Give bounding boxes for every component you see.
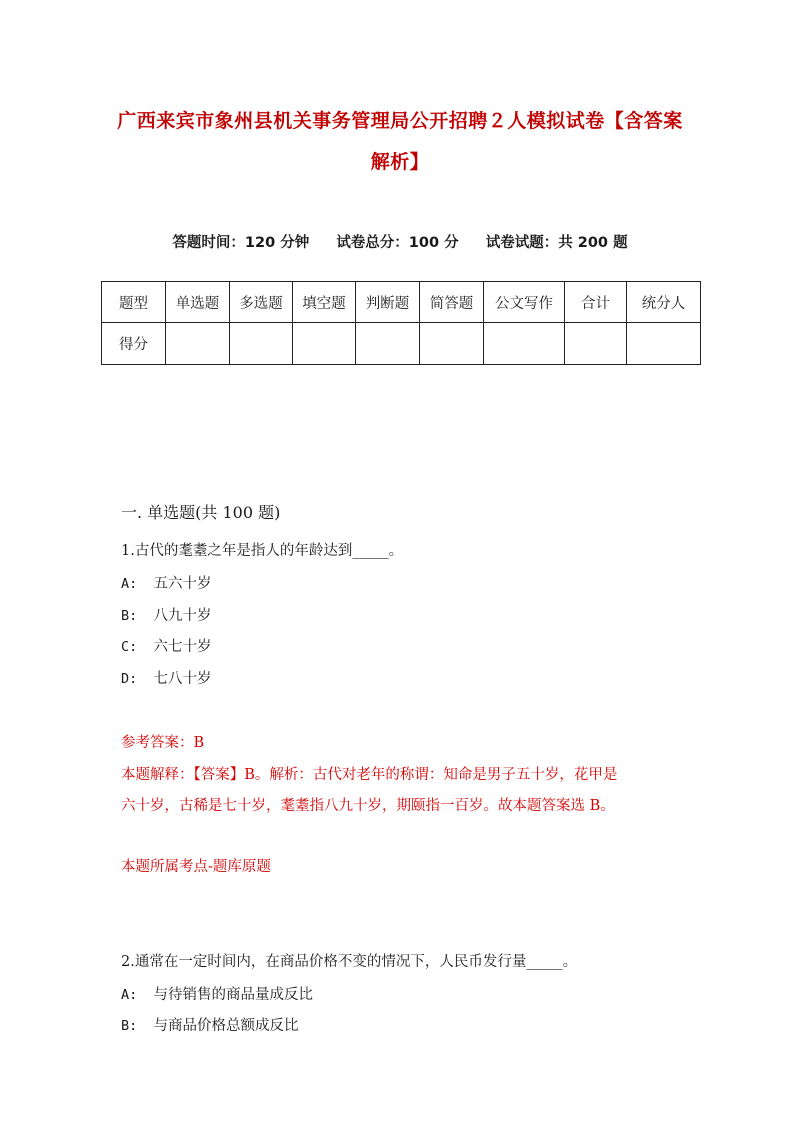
document-title-continued: 解析】	[370, 151, 430, 173]
option-text: 与待销售的商品量成反比	[153, 987, 314, 1003]
header-cell-true-false: 判断题	[356, 282, 420, 323]
score-cell	[293, 323, 356, 365]
option-text: 六七十岁	[153, 639, 212, 655]
option-b	[121, 604, 212, 625]
header-cell-document-writing: 公文写作	[484, 282, 565, 323]
exam-meta	[0, 231, 800, 252]
header-cell-type: 题型	[102, 282, 166, 323]
explanation: 本题解释：【答案】B。解析：古代对老年的称谓：知命是男子五十岁，花甲是	[121, 767, 618, 783]
option-key: B:	[121, 1018, 138, 1034]
option-d	[121, 667, 212, 688]
header-cell-scorer: 统分人	[627, 282, 701, 323]
score-table	[101, 281, 701, 365]
exam-time: 答题时间：120 分钟	[172, 235, 310, 251]
option-b	[121, 1014, 299, 1035]
exam-question-count: 试卷试题：共 200 题	[485, 235, 628, 251]
explanation-continued: 六十岁，古稀是七十岁，耄耋指八九十岁，期颐指一百岁。故本题答案选 B。	[121, 798, 615, 814]
option-key: A:	[121, 576, 138, 592]
section-title: 一. 单选题(共 100 题)	[121, 503, 281, 522]
option-a	[121, 572, 212, 593]
option-key: B:	[121, 608, 138, 624]
score-row-label: 得分	[102, 323, 166, 365]
question-stem: 1.古代的耄耋之年是指人的年龄达到_____。	[121, 543, 404, 559]
header-cell-multiple-choice: 多选题	[230, 282, 293, 323]
score-cell	[565, 323, 627, 365]
score-cell	[484, 323, 565, 365]
option-key: C:	[121, 639, 138, 655]
reference-answer: 参考答案：B	[121, 735, 205, 751]
question-source: 本题所属考点-题库原题	[121, 859, 271, 875]
score-table-header-row	[102, 282, 701, 323]
option-text: 八九十岁	[153, 608, 212, 624]
question-stem: 2.通常在一定时间内，在商品价格不变的情况下，人民币发行量_____。	[121, 954, 578, 970]
score-cell	[166, 323, 230, 365]
option-key: A:	[121, 987, 138, 1003]
option-text: 七八十岁	[153, 671, 212, 687]
header-cell-single-choice: 单选题	[166, 282, 230, 323]
document-title: 广西来宾市象州县机关事务管理局公开招聘２人模拟试卷【含答案	[117, 110, 683, 132]
score-table-score-row	[102, 323, 701, 365]
option-c	[121, 635, 212, 656]
score-cell	[627, 323, 701, 365]
header-cell-total: 合计	[565, 282, 627, 323]
header-cell-short-answer: 简答题	[420, 282, 484, 323]
score-cell	[420, 323, 484, 365]
option-key: D:	[121, 671, 138, 687]
option-text: 与商品价格总额成反比	[153, 1018, 299, 1034]
score-cell	[356, 323, 420, 365]
exam-total-score: 试卷总分：100 分	[336, 235, 459, 251]
score-cell	[230, 323, 293, 365]
option-text: 五六十岁	[153, 576, 212, 592]
option-a	[121, 983, 313, 1004]
header-cell-fill-blank: 填空题	[293, 282, 356, 323]
